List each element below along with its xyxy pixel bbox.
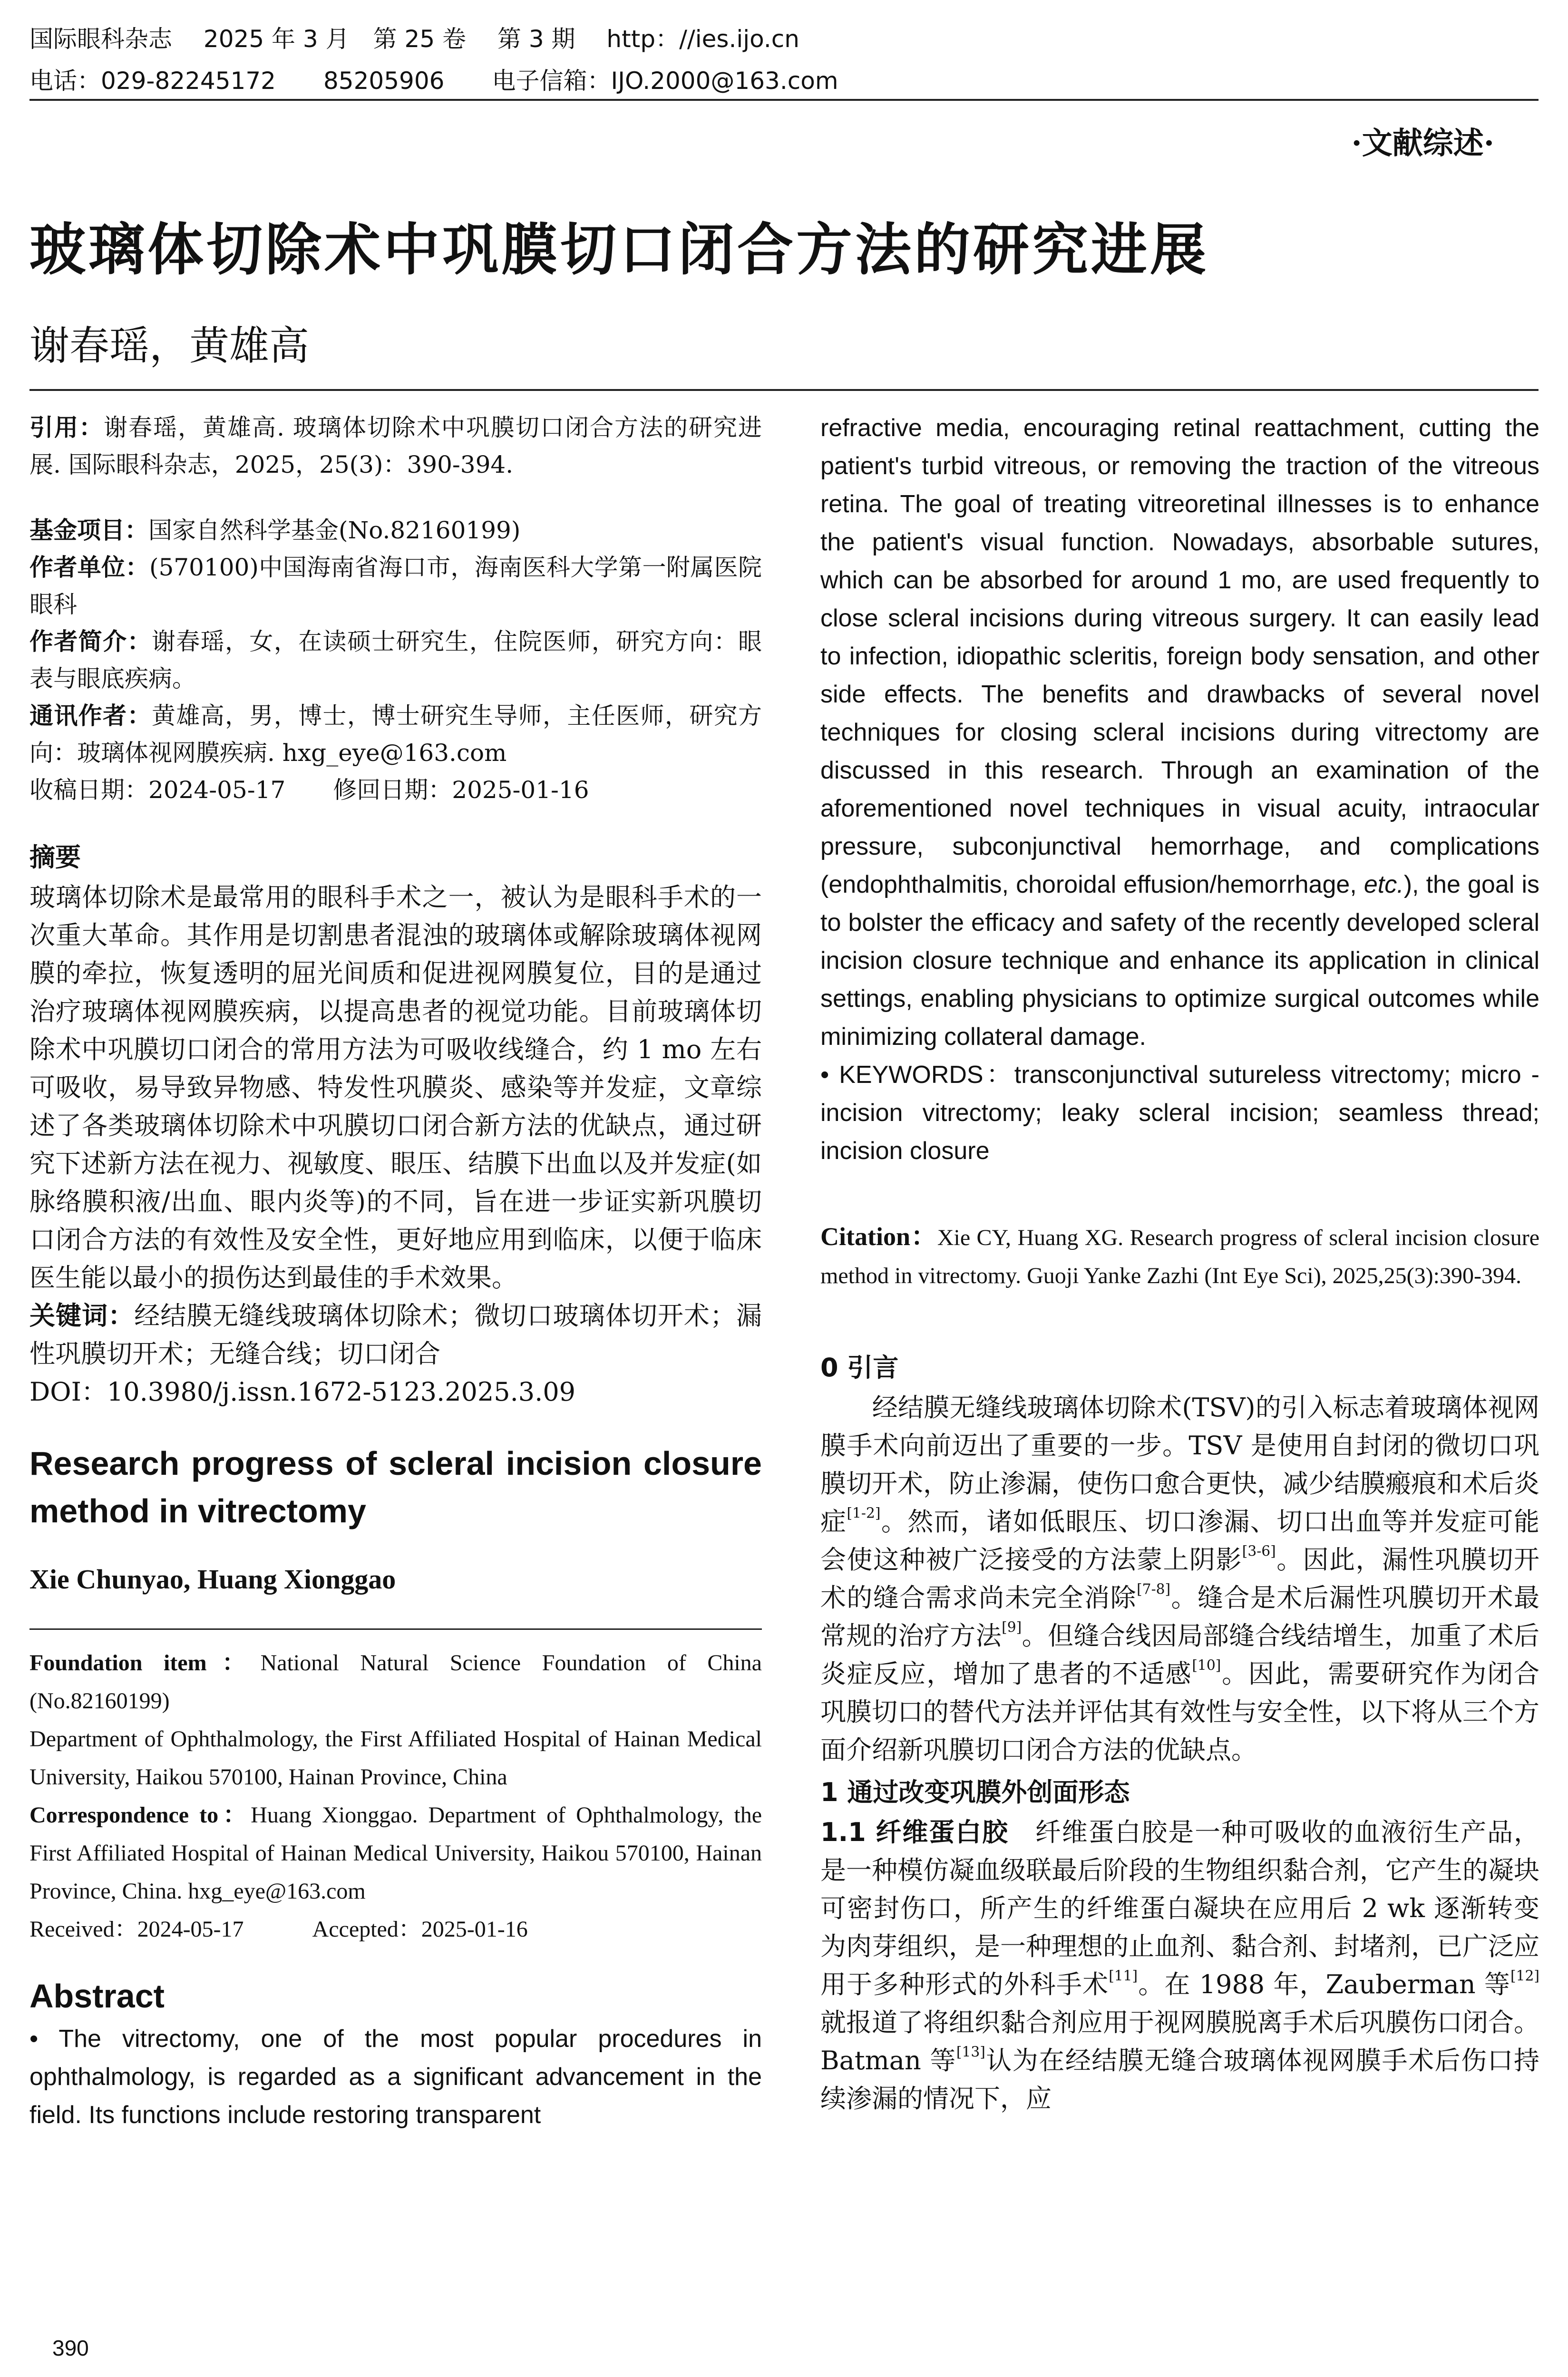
right-column (820, 409, 1539, 2118)
keywords-text-en: transconjunctival sutureless vitrectomy; micro - incision vitrectomy; leaky scleral incision; seamless thread; incision closure (820, 1061, 1539, 1165)
en-fund (29, 1644, 762, 1720)
english-meta-divider (29, 1628, 762, 1630)
citation-en-label: Citation： (820, 1222, 937, 1251)
keywords-en (820, 1056, 1539, 1170)
ref-4: [9] (1002, 1619, 1022, 1636)
ref-1: [1-2] (847, 1505, 881, 1522)
keywords-label-cn: 关键词： (29, 1301, 135, 1331)
section-1-heading: 1 通过改变巩膜外创面形态 (820, 1777, 1130, 1807)
section-tag: ·文献综述· (1351, 126, 1494, 161)
citation-en (820, 1218, 1539, 1295)
intro-text-1: 经结膜无缝线玻璃体切除术(TSV)的引入标志着玻璃体视网膜手术向前迈出了重要的一步。TSV 是使用自封闭的微切口巩膜切开术，防止渗漏，使伤口愈合更快，减少结膜瘢痕和术后炎症 (820, 1393, 1539, 1537)
keywords-text-cn: 经结膜无缝线玻璃体切除术；微切口玻璃体切开术；漏性巩膜切开术；无缝合线；切口闭合 (29, 1301, 762, 1369)
abstract-text-cn: 玻璃体切除术是最常用的眼科手术之一，被认为是眼科手术的一次重大革命。其作用是切割患者混浊的玻璃体或解除玻璃体视网膜的牵拉，恢复透明的屈光间质和促进视网膜复位，目的是通过治疗玻璃体视网膜疾病，以提高患者的视觉功能。目前玻璃体切除术中巩膜切口闭合的常用方法为可吸收线缝合，约 1 mo 左右可吸收，易导致异物感、特发性巩膜炎、感染等并发症，文章综述了各类玻璃体切除术中巩膜切口闭合新方法的优缺点，通过研究下述新方法在视力、视敏度、眼压、结膜下出血以及并发症(如脉络膜积液/出血、眼内炎等)的不同，旨在进一步证实新巩膜切口闭合方法的有效性及安全性，更好地应用到临床，以便于临床医生能以最小的损伤达到最佳的手术效果。 (29, 882, 762, 1293)
journal-header-line1: 国际眼科杂志 2025 年 3 月 第 25 卷 第 3 期 http：//ies.ijo.cn (29, 25, 799, 53)
corr-label: 通讯作者： (29, 702, 152, 730)
abstract-text-en-start: • The vitrectomy, one of the most popular procedures in ophthalmology, is regarded as a significant advancement in the field. Its functions include restoring transparent (29, 2025, 762, 2129)
intro-paragraph (820, 1389, 1539, 1769)
abstract-heading-en: Abstract (29, 1978, 165, 2015)
intro-text-5: 。但缝合线因局部缝合线结增生，加重了术后炎症反应，增加了患者的不适感 (820, 1621, 1540, 1689)
en-fund-label: Foundation item： (29, 1650, 261, 1676)
abstract-en-part2: ), the goal is to bolster the efficacy and safety of the recently developed scleral incision closure technique and enhance its application in clinical settings, enabling physicians to optimize surgical outcomes while minimizing collateral damage. (820, 871, 1539, 1051)
section-0-heading: 0 引言 (820, 1353, 899, 1383)
fibrin-text-2: 。在 1988 年，Zauberman 等 (1138, 1969, 1511, 1999)
corr-text: 黄雄高，男，博士，博士研究生导师，主任医师，研究方向：玻璃体视网膜疾病. hxg_eye@163.com (29, 702, 762, 767)
intro-text-2: 。然而，诸如低眼压、切口渗漏、切口出血等并发症可能会使这种被广泛接受的方法蒙上阴影 (820, 1507, 1540, 1575)
ref-2: [3-6] (1242, 1543, 1276, 1560)
en-received: Received：2024-05-17 Accepted：2025-01-16 (29, 1917, 528, 1942)
intro-text-3: 。因此，漏性巩膜切开术的缝合需求尚未完全消除 (820, 1545, 1540, 1613)
english-authors: Xie Chunyao, Huang Xionggao (29, 1564, 396, 1595)
unit-text: (570100)中国海南省海口市，海南医科大学第一附属医院眼科 (29, 554, 762, 618)
keywords-cn (29, 1297, 762, 1373)
corr-line (29, 697, 762, 771)
en-fund-text: National Natural Science Foundation of China (No.82160199) (29, 1650, 762, 1714)
english-title: Research progress of scleral incision closure method in vitrectomy (29, 1445, 762, 1529)
citation-label: 引用： (29, 414, 104, 441)
intro-text-4: 。缝合是术后漏性巩膜切开术最常规的治疗方法 (820, 1583, 1540, 1651)
ref-6: [11] (1109, 1968, 1138, 1985)
unit-label: 作者单位： (29, 554, 149, 581)
abstract-en-etc: etc. (1363, 871, 1404, 898)
abstract-text-en-cont (820, 409, 1539, 1056)
abstract-heading-cn: 摘要 (29, 842, 81, 872)
citation-text: 谢春瑶，黄雄高. 玻璃体切除术中巩膜切口闭合方法的研究进展. 国际眼科杂志，2025，25(3)：390-394. (29, 414, 762, 478)
article-title: 玻璃体切除术中巩膜切口闭合方法的研究进展 (29, 217, 1209, 283)
ref-5: [10] (1192, 1657, 1221, 1674)
fibrin-paragraph (820, 1813, 1539, 2118)
unit-line (29, 549, 762, 623)
ref-8: [13] (956, 2044, 985, 2061)
abstract-en-part1: refractive media, encouraging retinal reattachment, cutting the patient's turbid vitreous, or removing the traction of the vitreous retina. The goal of treating vitreoretinal illnesses is to enhance the patient's visual function. Nowadays, absorbable sutures, which can be absorbed for around 1 mo, are used frequently to close scleral incisions during vitreous surgery. It can easily lead to infection, idiopathic scleritis, foreign body sensation, and other side effects. The benefits and drawbacks of several novel techniques for closing scleral incisions during vitrectomy are discussed in this research. Through an examination of the aforementioned novel techniques in visual acuity, intraocular pressure, subconjunctival hemorrhage, and complications (endophthalmitis, choroidal effusion/hemorrhage, (820, 414, 1539, 898)
en-corr-label: Correspondence to： (29, 1802, 251, 1828)
header-divider (29, 99, 1539, 101)
ref-7: [12] (1510, 1968, 1539, 1985)
article-authors: 谢春瑶，黄雄高 (29, 322, 310, 369)
bio-label: 作者简介： (29, 628, 152, 655)
ref-3: [7-8] (1137, 1581, 1171, 1598)
en-corr-text: Huang Xionggao. Department of Ophthalmology, the First Affiliated Hospital of Hainan Medical University, Haikou 570100, Hainan Province, China. hxg_eye@163.com (29, 1802, 762, 1904)
bio-line (29, 623, 762, 697)
received-line: 收稿日期：2024-05-17 修回日期：2025-01-16 (29, 776, 589, 804)
citation-en-text: Xie CY, Huang XG. Research progress of scleral incision closure method in vitrectomy. Guoji Yanke Zazhi (Int Eye Sci), 2025,25(3):390-394. (820, 1225, 1539, 1288)
fibrin-text-4: 认为在经结膜无缝合玻璃体视网膜手术后伤口持续渗漏的情况下，应 (820, 2046, 1539, 2114)
en-dept: Department of Ophthalmology, the First Affiliated Hospital of Hainan Medical University, Haikou 570100, Hainan Province, China (29, 1726, 762, 1790)
section-1-1-heading: 1.1 纤维蛋白胶 (820, 1817, 1009, 1847)
citation-block (29, 409, 762, 483)
fund-line (29, 512, 762, 549)
fibrin-text-1: 纤维蛋白胶是一种可吸收的血液衍生产品，是一种模仿凝血级联最后阶段的生物组织黏合剂，它产生的凝块可密封伤口，所产生的纤维蛋白凝块在应用后 2 wk 逐渐转变为肉芽组织，是一种理想的止血剂、黏合剂、封堵剂，已广泛应用于多种形式的外科手术 (820, 1817, 1539, 1999)
intro-text-6: 。因此，需要研究作为闭合巩膜切口的替代方法并评估其有效性与安全性，以下将从三个方面介绍新巩膜切口闭合方法的优缺点。 (820, 1659, 1540, 1765)
bio-text: 谢春瑶，女，在读硕士研究生，住院医师，研究方向：眼表与眼底疾病。 (29, 628, 762, 692)
title-divider (29, 389, 1539, 391)
fibrin-text-3: 就报道了将组织黏合剂应用于视网膜脱离手术后巩膜伤口闭合。Batman 等 (820, 2007, 1539, 2075)
doi: DOI：10.3980/j.issn.1672-5123.2025.3.09 (29, 1377, 576, 1407)
keywords-label-en: • KEYWORDS： (820, 1061, 1014, 1089)
journal-header-line2: 电话：029-82245172 85205906 电子信箱：IJO.2000@163.com (29, 67, 838, 95)
fund-text: 国家自然科学基金(No.82160199) (148, 516, 521, 544)
en-corr (29, 1796, 762, 1910)
left-column (29, 409, 762, 2134)
fund-label: 基金项目： (29, 516, 148, 544)
page-number: 390 (52, 2336, 89, 2360)
